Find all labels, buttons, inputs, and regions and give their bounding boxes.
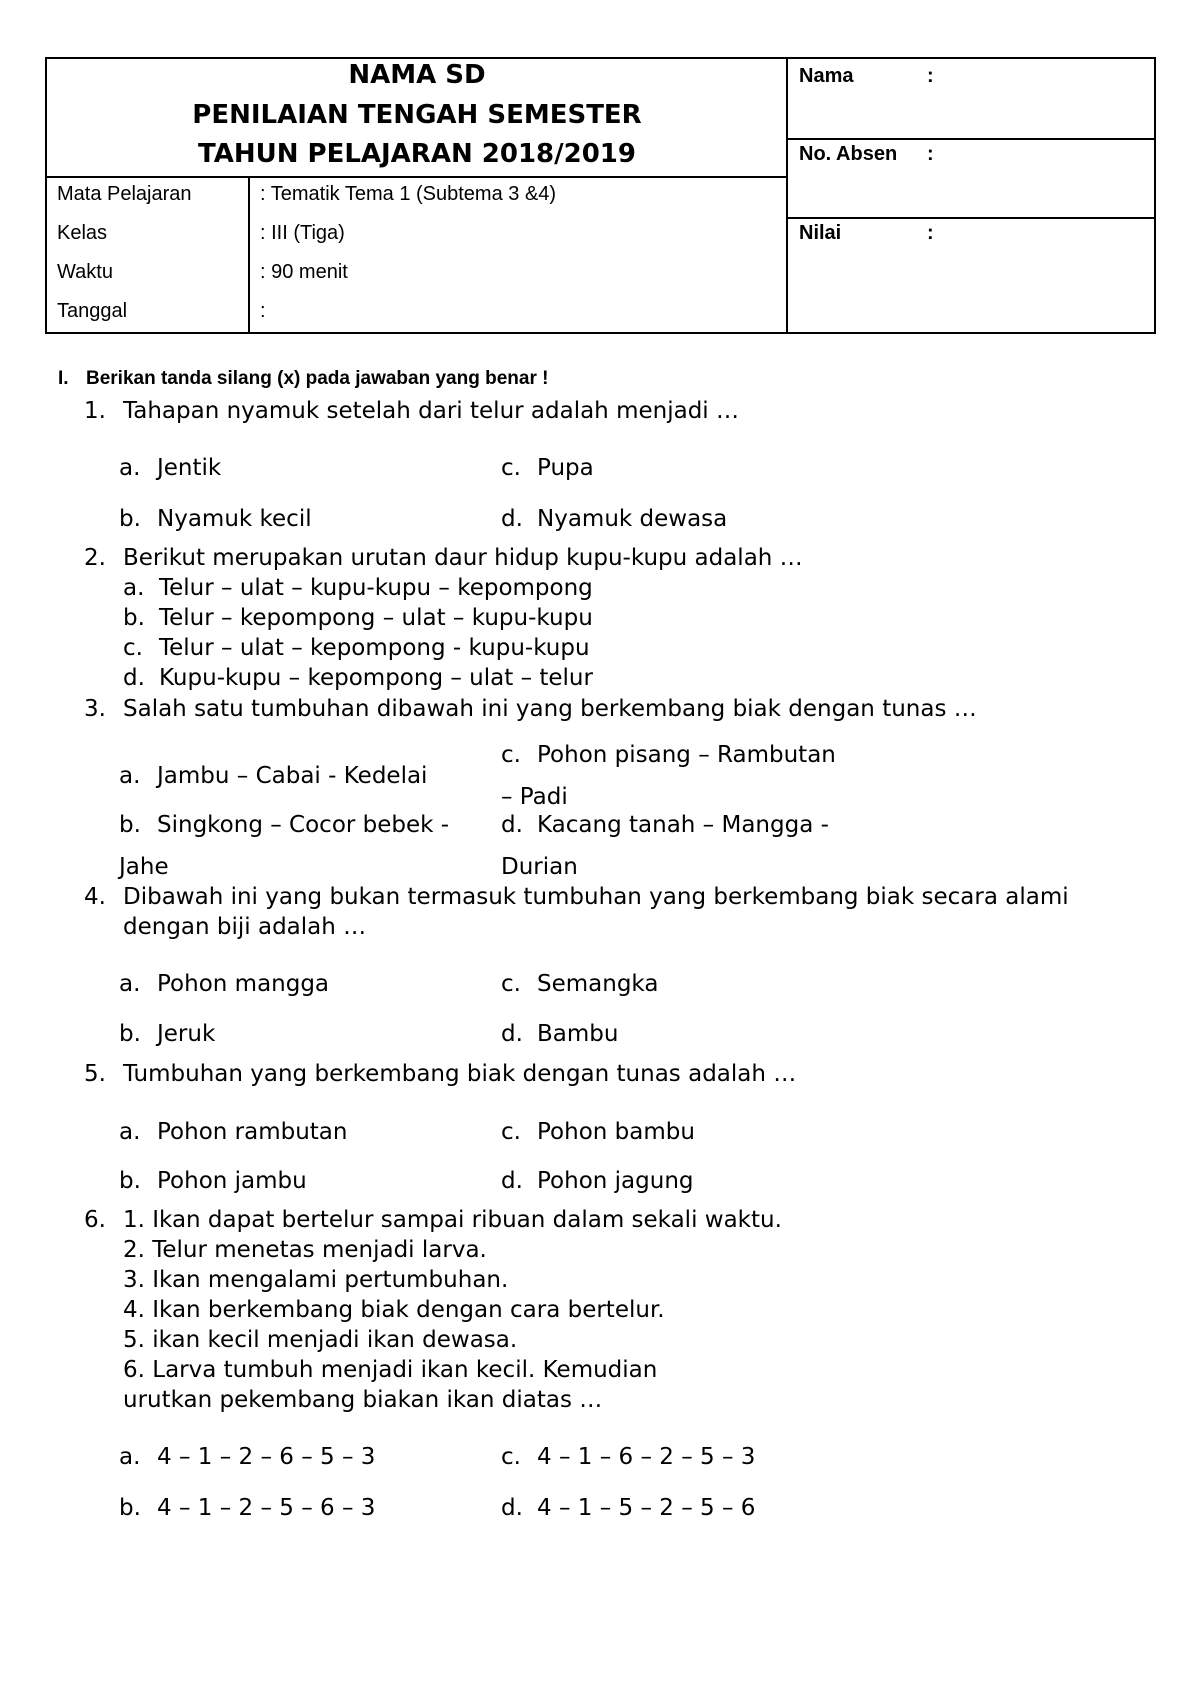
option-text: Pohon jambu [157,1168,307,1194]
info-value-class: : III (Tiga) [260,222,345,244]
option-letter: d. [501,1021,523,1047]
option-letter: c. [501,1444,521,1470]
info-value-time: : 90 menit [260,261,348,283]
option-letter: b. [123,605,145,631]
option-text: 4 – 1 – 2 – 5 – 6 – 3 [157,1495,376,1521]
option-letter: a. [119,763,141,789]
name-colon: : [927,65,934,87]
question-number: 4. [84,884,106,910]
option-letter: d. [501,506,523,532]
info-value-subject: : Tematik Tema 1 (Subtema 3 &4) [260,183,557,205]
option-text: Jeruk [157,1021,216,1047]
option-letter: c. [501,1119,521,1145]
option-letter: c. [501,971,521,997]
option-letter: c. [123,635,143,661]
question-number: 5. [84,1061,106,1087]
info-divider-vertical [248,176,250,334]
option-text: Nyamuk dewasa [537,506,728,532]
info-label-time: Waktu [57,261,113,283]
option-letter: c. [501,742,521,768]
option-letter: c. [501,455,521,481]
info-label-date: Tanggal [57,300,128,322]
question-number: 3. [84,696,106,722]
absen-label: No. Absen [799,143,898,165]
option-text: Telur – ulat – kepompong - kupu-kupu [159,635,590,661]
question-text-cont: urutkan pekembang biakan ikan diatas … [123,1387,603,1413]
question-text: Dibawah ini yang bukan termasuk tumbuhan yang berkembang biak secara alami [123,884,1069,910]
question-text-cont: 6. Larva tumbuh menjadi ikan kecil. Kemudian [123,1357,658,1383]
option-letter: a. [119,971,141,997]
option-letter: a. [119,1444,141,1470]
option-text: Nyamuk kecil [157,506,312,532]
option-letter: a. [119,1119,141,1145]
option-text: Pohon mangga [157,971,330,997]
question-text-cont: 3. Ikan mengalami pertumbuhan. [123,1267,509,1293]
option-letter: d. [123,665,145,691]
option-text: Pohon bambu [537,1119,695,1145]
option-letter: b. [119,1168,141,1194]
option-text-cont: Jahe [119,854,169,880]
option-letter: a. [123,575,145,601]
option-letter: d. [501,1495,523,1521]
option-letter: b. [119,1021,141,1047]
question-number: 6. [84,1207,106,1233]
option-text: Telur – kepompong – ulat – kupu-kupu [159,605,593,631]
option-text: 4 – 1 – 6 – 2 – 5 – 3 [537,1444,756,1470]
school-name: NAMA SD [348,60,486,90]
absen-colon: : [927,143,934,165]
header-box [45,57,1156,334]
option-text: Singkong – Cocor bebek - [157,812,450,838]
option-text: Bambu [537,1021,619,1047]
option-letter: b. [119,1495,141,1521]
score-label: Nilai [799,222,842,244]
option-text: 4 – 1 – 2 – 6 – 5 – 3 [157,1444,376,1470]
section-instruction: Berikan tanda silang (x) pada jawaban yang benar ! [86,368,549,389]
option-text: Pohon rambutan [157,1119,348,1145]
option-letter: d. [501,812,523,838]
option-text: Semangka [537,971,659,997]
question-text-cont: 4. Ikan berkembang biak dengan cara bertelur. [123,1297,665,1323]
question-text: 1. Ikan dapat bertelur sampai ribuan dalam sekali waktu. [123,1207,782,1233]
option-letter: d. [501,1168,523,1194]
info-label-class: Kelas [57,222,108,244]
option-text: Pupa [537,455,594,481]
option-text-cont: – Padi [501,784,568,810]
section-number: I. [58,368,69,389]
academic-year: TAHUN PELAJARAN 2018/2019 [197,139,636,169]
score-colon: : [927,222,934,244]
info-value-date: : [260,300,266,322]
question-number: 1. [84,398,106,424]
option-text: 4 – 1 – 5 – 2 – 5 – 6 [537,1495,756,1521]
option-letter: b. [119,506,141,532]
nama-divider [786,138,1156,140]
question-text-cont: 5. ikan kecil menjadi ikan dewasa. [123,1327,518,1353]
title-divider [45,176,787,178]
option-text: Kacang tanah – Mangga - [537,812,829,838]
option-text-cont: Durian [501,854,578,880]
option-text: Kupu-kupu – kepompong – ulat – telur [159,665,593,691]
question-number: 2. [84,545,106,571]
option-text: Pohon jagung [537,1168,694,1194]
absen-divider [786,217,1156,219]
question-text-cont: dengan biji adalah … [123,914,367,940]
question-text: Tumbuhan yang berkembang biak dengan tunas adalah … [123,1061,797,1087]
name-label: Nama [799,65,854,87]
option-letter: a. [119,455,141,481]
option-text: Pohon pisang – Rambutan [537,742,836,768]
info-label-subject: Mata Pelajaran [57,183,192,205]
option-text: Jambu – Cabai - Kedelai [157,763,428,789]
question-text: Tahapan nyamuk setelah dari telur adalah menjadi … [123,398,739,424]
option-letter: b. [119,812,141,838]
option-text: Telur – ulat – kupu-kupu – kepompong [159,575,593,601]
exam-title: PENILAIAN TENGAH SEMESTER [192,100,642,130]
header-divider-vertical [786,57,788,334]
question-text: Salah satu tumbuhan dibawah ini yang berkembang biak dengan tunas … [123,696,977,722]
option-text: Jentik [157,455,222,481]
question-text-cont: 2. Telur menetas menjadi larva. [123,1237,487,1263]
question-text: Berikut merupakan urutan daur hidup kupu-kupu adalah … [123,545,803,571]
